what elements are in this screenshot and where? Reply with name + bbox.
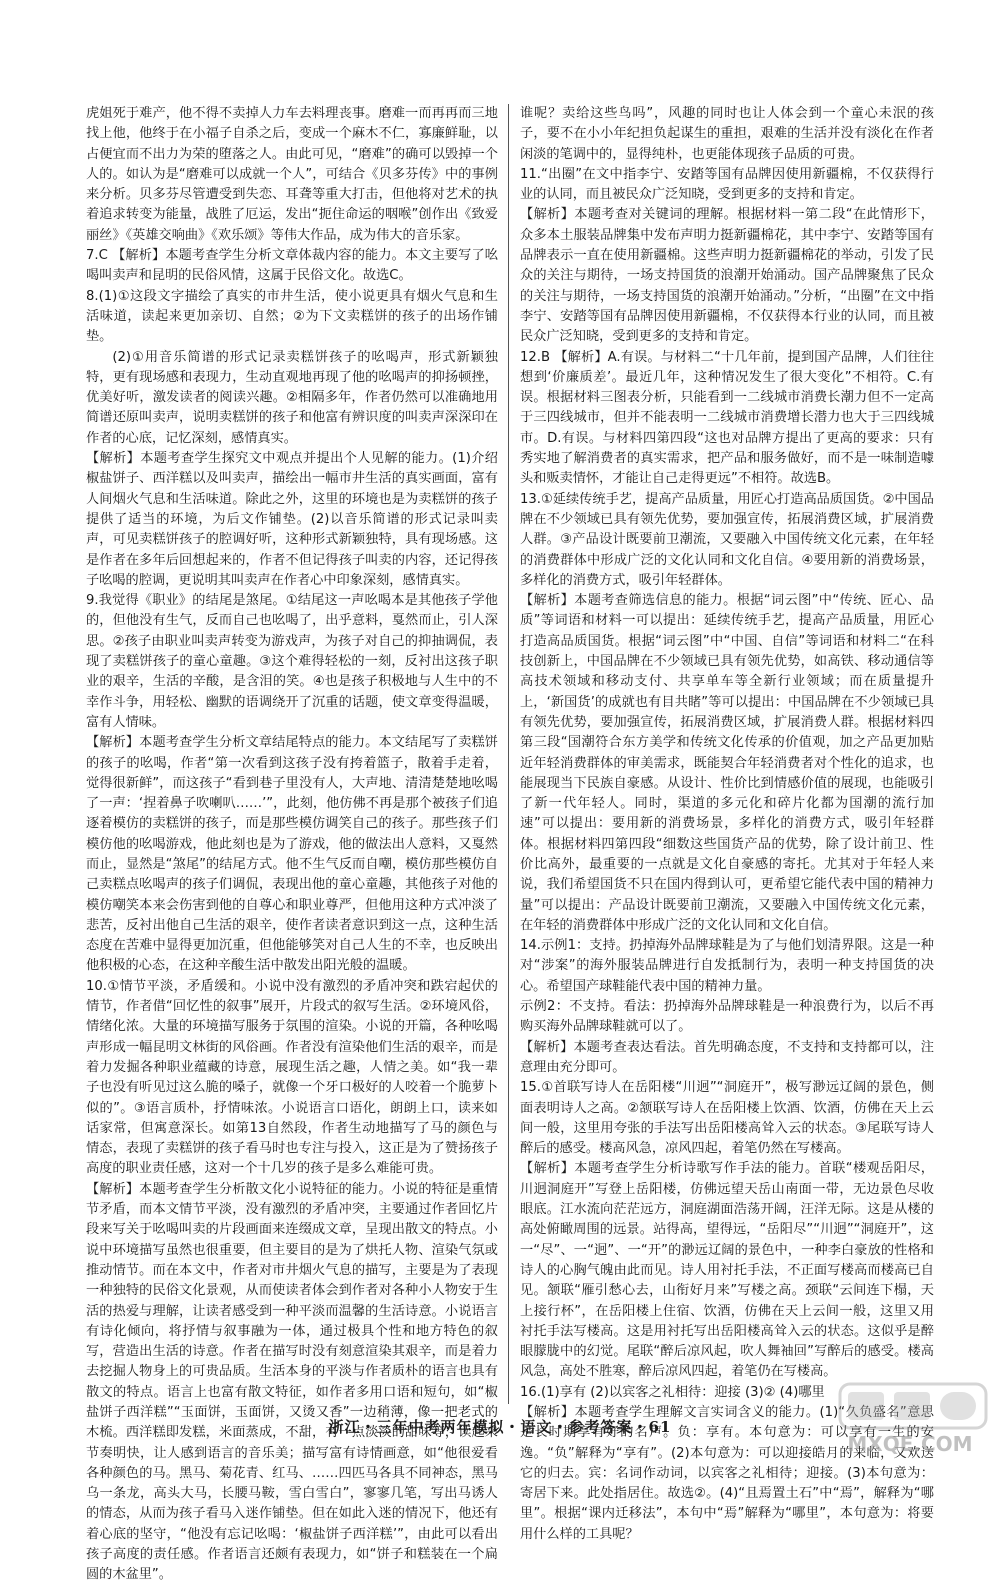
- paragraph: 【解析】本题考查学生分析文章结尾特点的能力。本文结尾写了卖糕饼的孩子的吆喝，作者“第一次看到这孩子没有挎着篮子，散着手走着，觉得很新鲜”，而这孩子“看到巷子里没有人，大声地、清清楚楚地吆喝了一声：‘捏着鼻子吹喇叭……’”，此刻，他仿佛不再是那个被孩子们追逐着模仿的卖糕饼的孩子，而是那些模仿调笑自己的孩子。那些孩子们模仿他的吆喝游戏，他此刻也是为了游戏，他的做法出人意料，又戛然而止，显然是“煞尾”的结尾方式。他不生气反而自嘲，模仿那些模仿自己卖糕点吆喝声的孩子们调侃，表现出他的童心童趣，其他孩子对他的模仿嘲笑本来会伤害到他的自尊心和职业尊严，但他用这种方式冲淡了悲苦，反衬出他自己生活的艰辛，使作者读者意识到这一点，这种生活态度在苦难中显得更加沉重，但他能够笑对自己人生的不幸，也反映出他积极的心态，在这种辛酸生活中散发出阳光般的温暖。: [86, 735, 498, 974]
- paragraph: 【解析】本题考查学生探究文中观点并提出个人见解的能力。(1)介绍椒盐饼子、西洋糕以及叫卖声，描绘出一幅市井生活的真实画面，富有人间烟火气息和生活味道。除此之外，这里的环境也是为卖糕饼的孩子提供了适当的环境，为后文作铺垫。(2)以音乐简谱的形式记录叫卖声，可见卖糕饼孩子的腔调好听，这种形式新颖独特，具有现场感。这是作者在多年后回想起来的，作者不但记得孩子叫卖的内容，还记得孩子吆喝的腔调，更说明其叫卖声在作者心中印象深刻，感情真实。: [86, 451, 498, 588]
- watermark-url: MXQE.COM: [847, 1432, 973, 1456]
- paragraph: 谁呢？卖给这些鸟吗”，风趣的同时也让人体会到一个童心未泯的孩子，要不在小小年纪担负起谋生的重担，艰难的生活并没有淡化在作者闲淡的笔调中的，显得纯朴，也更能体现孩子品质的可贵。: [520, 106, 934, 162]
- paragraph: 10.①情节平淡，矛盾缓和。小说中没有激烈的矛盾冲突和跌宕起伏的情节，作者借“回忆性的叙事”展开，片段式的叙写生活。②环境风俗，情绪化浓。大量的环境描写服务于氛围的渲染。小说的开篇，各种吆喝声形成一幅昆明文林街的风俗画。作者没有渲染他们生活的艰辛，而是着力发掘各种职业蕴藏的诗意，展现生活之趣，人情之美。如“我一辈子也没有听见过这么脆的嗓子，就像一个牙口极好的人咬着一个脆萝卜似的”。③语言质朴，抒情味浓。小说语言口语化，朗朗上口，读来如话家常，但寓意深长。如第13自然段，作者生动地描写了马的颜色与情态，表现了卖糕饼的孩子看马时也专注与投入，这正是为了赞扬孩子高度的职业责任感，这对一个十几岁的孩子是多么难能可贵。: [86, 978, 498, 1177]
- paragraph: 【解析】本题考查学生分析散文化小说特征的能力。小说的特征是重情节矛盾，而本文情节平淡，没有激烈的矛盾冲突，主要通过作者回忆片段来写关于吆喝叫卖的片段画面来连缀成文章，呈现出散文的特点。小说中环境描写虽然也很重要，但主要目的是为了烘托人物、渲染气氛或推动情节。而在本文中，作者对市井烟火气息的描写，主要是为了表现一种独特的民俗文化景观，从而使读者体会到作者对各种小人物安于生活的热爱与理解，让读者感受到一种平淡而温馨的生活诗意。小说语言有诗化倾向，将抒情与叙事融为一体，通过极具个性和地方特色的叙写，营造出生活的诗意。作者在描写时没有刻意渲染其艰辛，而是着力去挖掘人物身上的可贵品质。生活本身的平淡与作者质朴的语言也具有散文的特点。语言上也富有散文特征，如作者多用口语和短句，如“椒盐饼子西洋糕”“玉面饼，玉面饼，又烫又香”一边稍薄，像一把老式的木梳。西洋糕即发糕，米面蒸成，不甜，有一点淡淡的甜味等，读起来节奏明快，让人感到语言的音乐美；描写富有诗情画意，如“他很爱看各种颜色的马。黑马、菊花青、红马、……四匹马各具不同神态，黑马乌一条龙，高头大马，长腰马鞍，雪白雪白”，寥寥几笔，写出马诱人的情态，从而为孩子看马入迷作铺垫。但在如此入迷的情况下，他还有着心底的坚守，“他没有忘记吆喝：‘椒盐饼子西洋糕’”，由此可以看出孩子高度的责任感。作者语言还颇有表现力，如“饼子和糕装在一个扁圆的木盆里”。: [86, 1181, 498, 1583]
- paragraph: (2)①用音乐简谱的形式记录卖糕饼孩子的吆喝声，形式新颖独特，更有现场感和表现力，生动直观地再现了他的吆喝声的抑扬顿挫，优美好听，激发读者的阅读兴趣。②相隔多年，作者仍然可以准确地用简谱还原叫卖声，说明卖糕饼的孩子和他富有辨识度的叫卖声深深印在作者的心底，记忆深刻，感情真实。: [86, 349, 498, 446]
- paragraph: 14.示例1：支持。扔掉海外品牌球鞋是为了与他们划清界限。这是一种对“涉案”的海外服装品牌进行自发抵制行为，表明一种支持国货的决心。希望国产球鞋能代表中国的精神力量。: [520, 938, 934, 994]
- paragraph: 【解析】本题考查学生分析诗歌写作手法的能力。首联“楼观岳阳尽，川迥洞庭开”写登上岳阳楼，仿佛远望天岳山南面一带，无边景色尽收眼底。江水流向茫茫远方，洞庭湖面浩荡开阔，汪洋无际。这是从楼的高处俯瞰周围的远景。站得高，望得远，“岳阳尽”“川迥”“洞庭开”，这一“尽”、一“迥”、一“开”的渺远辽阔的景色中，一种李白豪放的性格和诗人的心胸气魄由此而见。诗人用衬托手法，不正面写楼高而楼高已自见。颔联“雁引愁心去，山衔好月来”写楼之高。颈联“云间连下榻，天上接行杯”，在岳阳楼上住宿、饮酒，仿佛在天上云间一般，这里又用衬托手法写楼高。这是用衬托写出岳阳楼高耸入云的状态。这似乎是醉眼朦胧中的幻觉。尾联“醉后凉风起，吹人舞袖回”写醉后的感受。楼高风急，高处不胜寒，醉后凉风四起，着笔仍在写楼高。: [520, 1161, 934, 1380]
- left-column: [86, 104, 498, 1583]
- paragraph: 16.(1)享有 (2)以宾客之礼相待：迎接 (3)② (4)哪里: [520, 1384, 825, 1400]
- paragraph: 9.我觉得《职业》的结尾是煞尾。①结尾这一声吆喝本是其他孩子学他的，但他没有生气，反而自己也吆喝了，出乎意料，戛然而止，引人深思。②孩子由职业叫卖声转变为游戏声，为孩子对自己的抑抽调侃，表现了卖糕饼孩子的童心童趣。③这个难得轻松的一刻，反衬出这孩子职业的艰辛，生活的辛酸，是含泪的笑。④也是孩子积极地与人生中的不幸作斗争，用轻松、幽默的语调绕开了沉重的话题，使文章变得温暖，富有人情味。: [86, 593, 498, 730]
- paragraph: 【解析】本题考查学生理解文言实词含义的能力。(1)“久负盛名”意思是长时期享有好的名声。负：享有。本句意为：可以享有一生的安逸。“负”解释为“享有”。(2)本句意为：可以迎接皓月的来临，又欢送它的归去。宾：名词作动词，以宾客之礼相待；迎接。(3)本句意为：寄居下来。此处指居住。故选②。(4)“且焉置土石”中“焉”，解释为“哪里”。根据“课内迁移法”，本句中“焉”解释为“哪里”，本句意为：将要用什么样的工具呢？: [520, 1405, 934, 1542]
- paragraph: 【解析】本题考查筛选信息的能力。根据“词云图”中“传统、匠心、品质”等词语和材料一可以提出：延续传统手艺，提高产品质量，用匠心打造高品质国货。根据“词云图”中“中国、自信”等词语和材料二“在科技创新上，中国品牌在不少领域已具有领先优势，如高铁、移动通信等高技术领域和移动支付、共享单车等全新行业领域；而在质量提升上，‘新国货’的成就也有目共睹”等可以提出：中国品牌在不少领域已具有领先优势，要加强宣传，拓展消费区域，扩展消费人群。根据材料四第三段“国潮符合东方美学和传统文化传承的价值观，加之产品更加贴近年轻消费群体的审美需求，既能契合年轻消费者对个性化的追求，也能展现当下民族自豪感。从设计、性价比到情感价值的展现，也能吸引了新一代年轻人。同时，渠道的多元化和碎片化都为国潮的流行加速”可以提出：要用新的消费场景，多样化的消费方式，吸引年轻群体。根据材料四第四段“细数这些国货产品的优势，除了设计前卫、性价比高外，最重要的一点就是文化自豪感的寄托。尤其对于年轻人来说，我们希望国货不只在国内得到认可，更希望它能代表中国的精神力量”可以提出：产品设计既要前卫潮流，又要融入中国传统文化元素，在年轻的消费群体中形成广泛的文化认同和文化自信。: [520, 593, 934, 933]
- paragraph: 13.①延续传统手艺，提高产品质量，用匠心打造高品质国货。②中国品牌在不少领域已具有领先优势，要加强宣传，拓展消费区域，扩展消费人群。③产品设计既要前卫潮流，又要融入中国传统文化元素，在年轻的消费群体中形成广泛的文化认同和文化自信。④要用新的消费场景，多样化的消费方式，吸引年轻群体。: [520, 491, 934, 588]
- page-footer: 浙江・三年中考两年模拟・语文・参考答案・61: [328, 1418, 672, 1436]
- column-divider: [508, 104, 509, 1404]
- paragraph: 7.C 【解析】本题考查学生分析文章体裁内容的能力。本文主要写了吆喝叫卖声和昆明的民俗风情，这属于民俗文化。故选C。: [86, 248, 498, 284]
- paragraph: 12.B 【解析】A.有误。与材料二“十几年前，提到国产品牌，人们往往想到‘价廉质差’。最近几年，这种情况发生了很大变化”不相符。C.有误。根据材料三图表分析，只能看到一二线城市消费长潮力但不一定高于三四线城市，但并不能表明一二线城市消费增长潜力也大于三四线城市。D.有误。与材料四第四段“这也对品牌方提出了更高的要求：只有秀实地了解消费者的真实需求，把产品和服务做好，而不是一味制造噱头和贩卖情怀，才能让自己走得更远”不相符。故选B。: [520, 349, 934, 487]
- paragraph: 11.“出圈”在文中指李宁、安踏等国有品牌因使用新疆棉，不仅获得行业的认同，而且被民众广泛知晓，受到更多的支持和肯定。: [520, 166, 934, 203]
- paragraph: 【解析】本题考查对关键词的理解。根据材料一第二段“在此情形下，众多本土服装品牌集中发布声明力挺新疆棉花，其中李宁、安踏等国有品牌表示一直在使用新疆棉。这些声明力挺新疆棉花的举动，引发了民众的关注与期待，一场支持国货的浪潮开始涌动。国产品牌聚焦了民众的关注与期待，一场支持国货的浪潮开始涌动。”分析，“出圈”在文中指李宁、安踏等国有品牌因使用新疆棉，不仅获得本行业的认同，而且被民众广泛知晓，受到更多的支持和肯定。: [520, 207, 934, 345]
- watermark-logo: [838, 1380, 988, 1432]
- paragraph: 【解析】本题考查表达看法。首先明确态度，不支持和支持都可以，注意理由充分即可。: [520, 1039, 934, 1075]
- paragraph: 15.①首联写诗人在岳阳楼“川迥”“洞庭开”，极写渺远辽阔的景色，侧面表明诗人之高。②颔联写诗人在岳阳楼上饮酒、饮酒，仿佛在天上云间一般，这里用夸张的手法写出岳阳楼高耸入云的状态。③尾联写诗人醉后的感受。楼高风急，凉风四起，着笔仍然在写楼高。: [520, 1080, 934, 1157]
- paragraph: 8.(1)①这段文字描绘了真实的市井生活，使小说更具有烟火气息和生活味道，读起来更加亲切、自然；②为下文卖糕饼的孩子的出场作铺垫。: [86, 288, 498, 345]
- paragraph: 虎姐死于难产，他不得不卖掉人力车去料理丧事。磨难一而再再而三地找上他，他终于在小福子自杀之后，变成一个麻木不仁，寡廉鲜耻，以占便宜而不出力为荣的堕落之人。由此可见，“磨难”的确可以毁掉一个人的。如认为是“磨难可以成就一个人”，可结合《贝多芬传》中的事例来分析。贝多芬尽管遭受到失恋、耳聋等重大打击，但他将对艺术的执着追求转变为能量，战胜了厄运，发出“扼住命运的咽喉”创作出《致爱丽丝》《英雄交响曲》《欢乐颂》等伟大作品，成为伟大的音乐家。: [86, 106, 498, 243]
- paragraph: 示例2：不支持。看法：扔掉海外品牌球鞋是一种浪费行为，以后不再购买海外品牌球鞋就可以了。: [520, 999, 934, 1035]
